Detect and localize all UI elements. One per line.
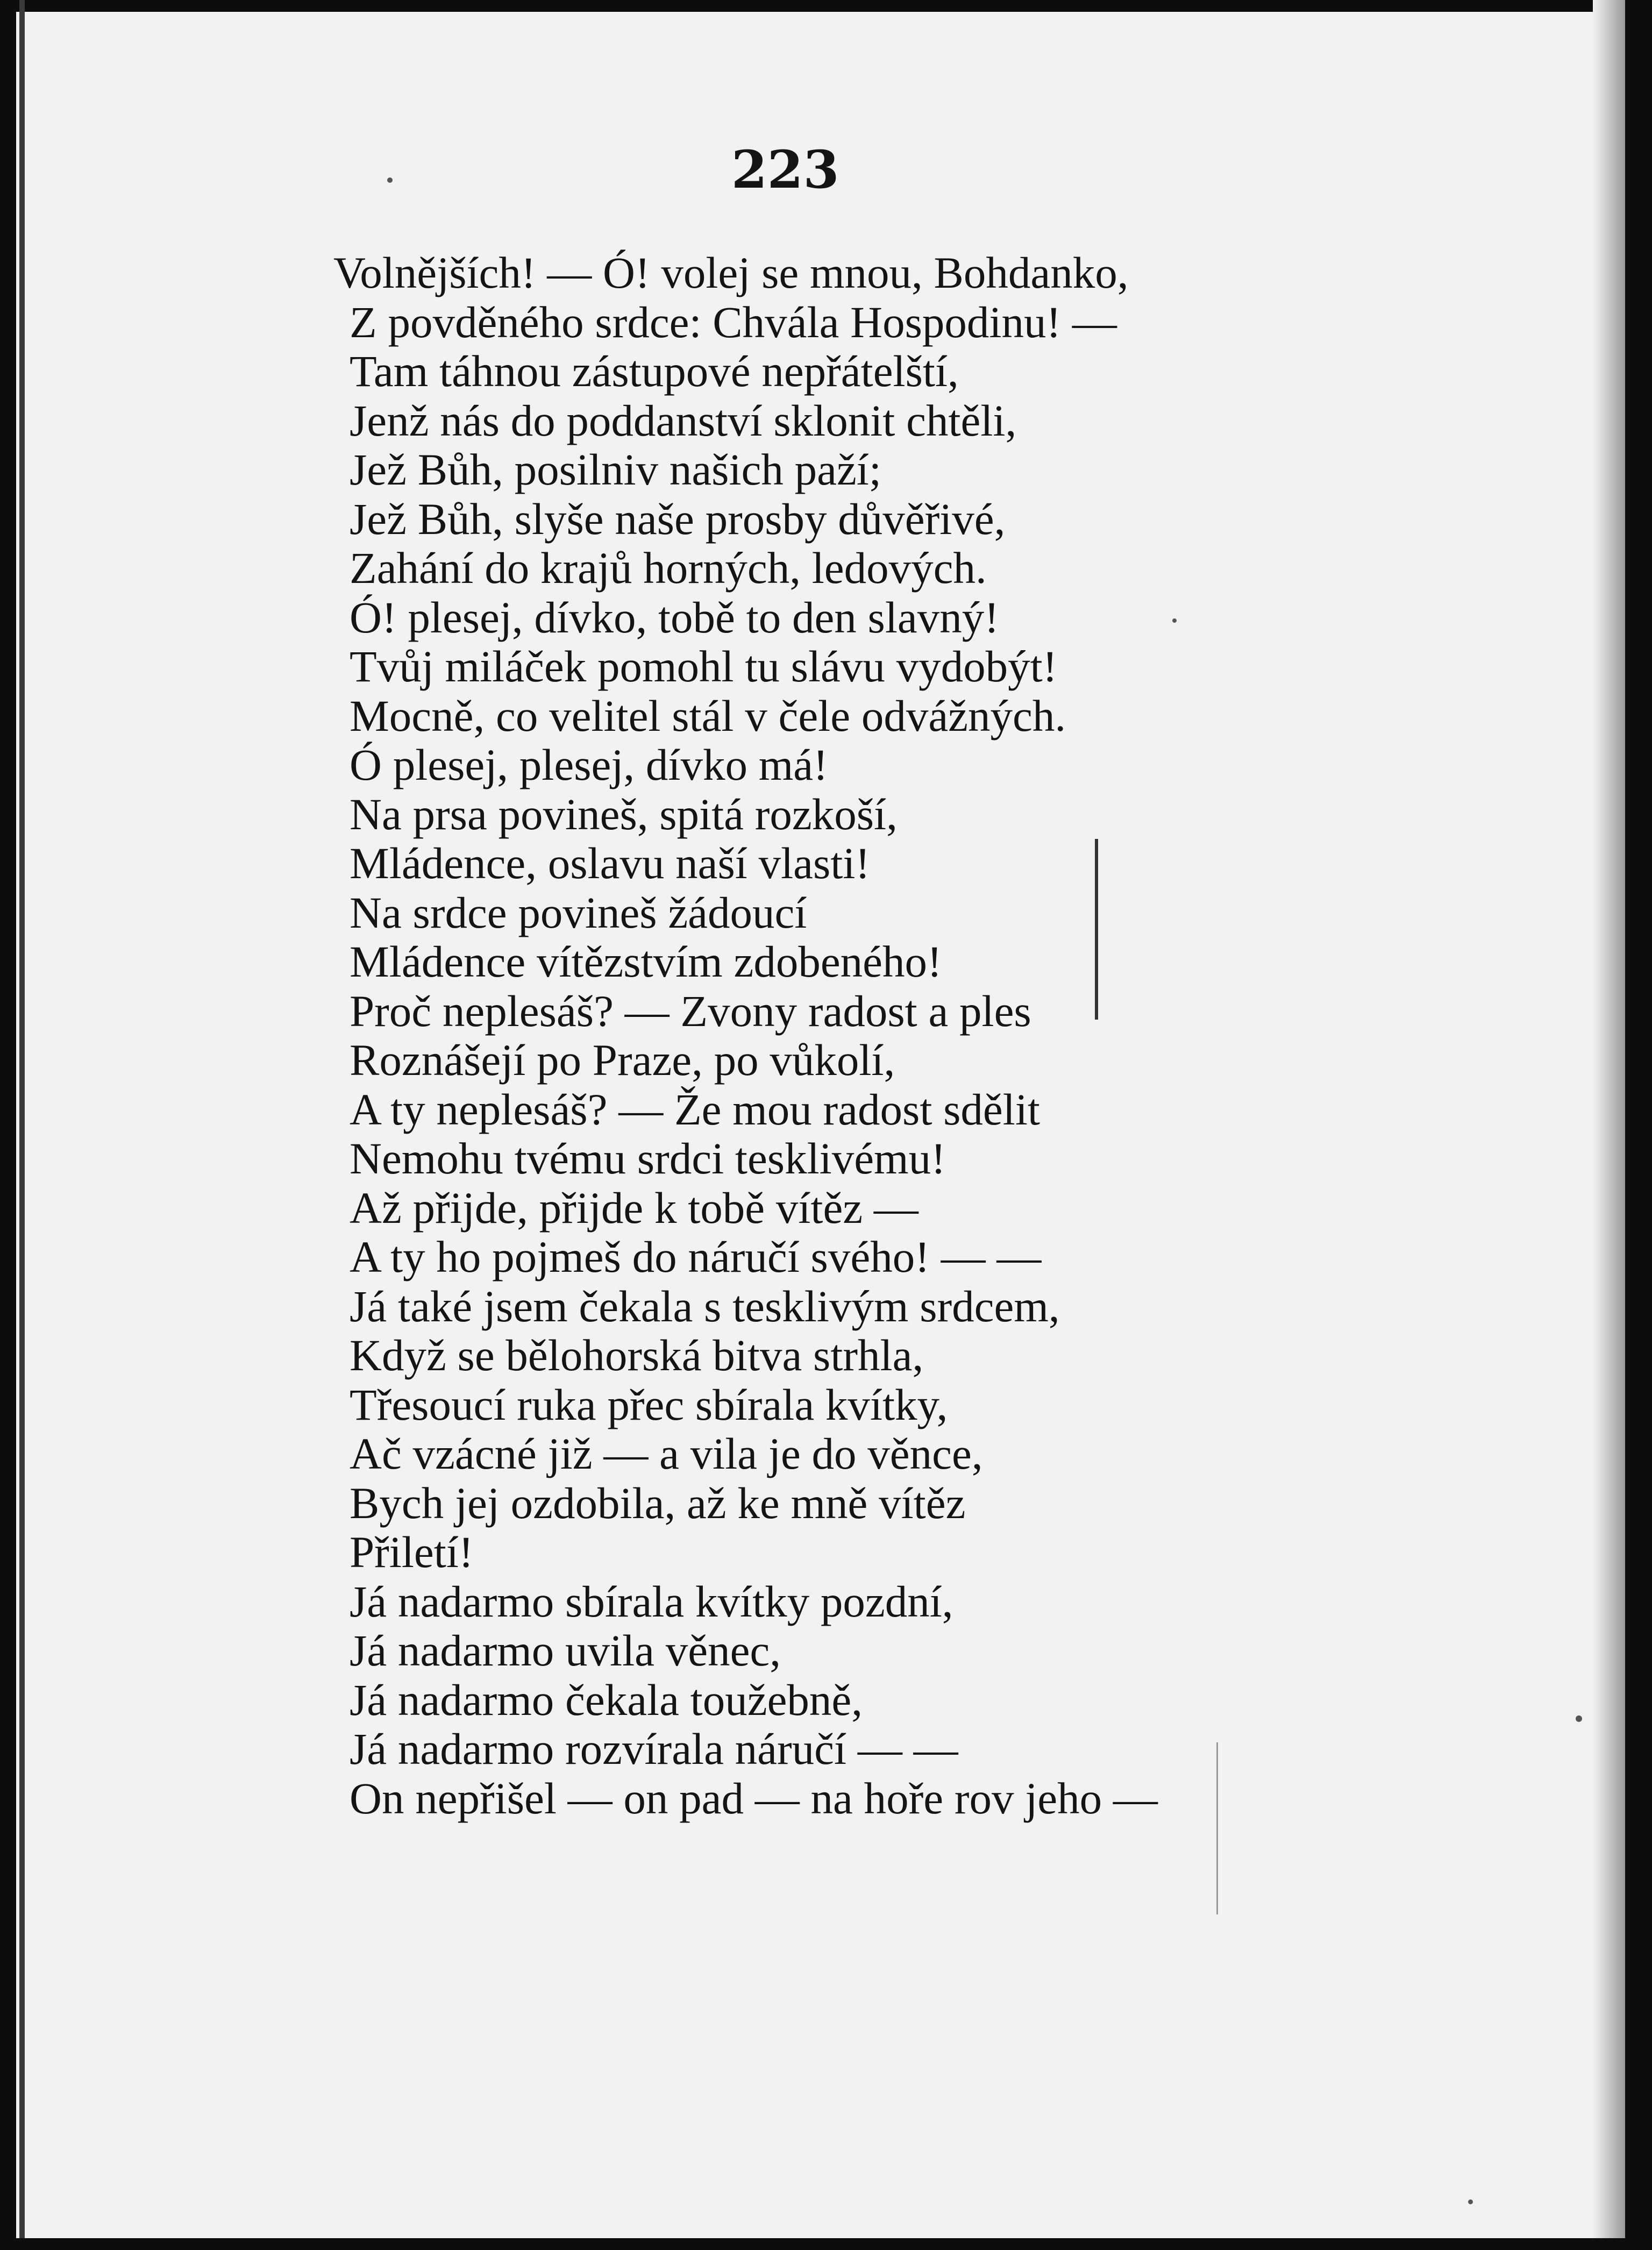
- poem-text: [333, 248, 1484, 1823]
- poem-line: Bych jej ozdobila, až ke mně vítěz: [350, 1478, 966, 1528]
- poem-line: Z povděného srdce: Chvála Hospodinu! —: [350, 297, 1117, 347]
- poem-line: Na prsa povineš, spitá rozkoší,: [350, 789, 898, 839]
- scan-border-left-inner: [19, 0, 25, 2250]
- scan-speck: [1576, 1715, 1582, 1722]
- poem-line: Jenž nás do poddanství sklonit chtěli,: [350, 395, 1017, 445]
- poem-line: Když se bělohorská bitva strhla,: [350, 1330, 924, 1380]
- poem-line: Mládence vítězstvím zdobeného!: [350, 937, 942, 986]
- poem-line: Přiletí!: [350, 1527, 474, 1577]
- poem-line: Roznášejí po Praze, po vůkolí,: [350, 1035, 895, 1085]
- poem-line: Ó plesej, plesej, dívko má!: [350, 740, 828, 789]
- poem-line: Jež Bůh, slyše naše prosby důvěřivé,: [350, 494, 1006, 544]
- scan-speck: [387, 177, 393, 183]
- margin-mark-faint: [1216, 1742, 1218, 1914]
- poem-line: Mládence, oslavu naší vlasti!: [350, 838, 871, 888]
- scan-speck: [1468, 2199, 1473, 2204]
- poem-line: Třesoucí ruka přec sbírala kvítky,: [350, 1379, 948, 1429]
- poem-line: A ty ho pojmeš do náručí svého! — —: [350, 1232, 1042, 1281]
- poem-line: Ač vzácné již — a vila je do věnce,: [350, 1429, 983, 1478]
- page-number: 223: [731, 139, 839, 200]
- poem-line: Já nadarmo čekala toužebně,: [350, 1675, 863, 1725]
- poem-line: Nemohu tvému srdci tesklivému!: [350, 1134, 946, 1183]
- scan-border-left: [0, 0, 16, 2250]
- poem-line: Já nadarmo sbírala kvítky pozdní,: [350, 1576, 953, 1626]
- poem-line: Já také jsem čekala s tesklivým srdcem,: [350, 1281, 1060, 1331]
- margin-mark: [1095, 839, 1098, 1020]
- poem-line: Proč neplesáš? — Zvony radost a ples: [350, 986, 1031, 1036]
- poem-line: Ó! plesej, dívko, tobě to den slavný!: [350, 592, 999, 642]
- poem-line: A ty neplesáš? — Že mou radost sdělit: [350, 1084, 1040, 1134]
- poem-line: On nepřišel — on pad — na hoře rov jeho —: [350, 1773, 1158, 1823]
- page-gutter-shadow: [1593, 0, 1625, 2250]
- scan-speck: [1172, 618, 1177, 623]
- scan-border-bottom: [0, 2238, 1652, 2250]
- poem-line: Já nadarmo uvila věnec,: [350, 1626, 781, 1675]
- poem-line: Jež Bůh, posilniv našich paží;: [350, 445, 881, 494]
- poem-line: Volnějších! — Ó! volej se mnou, Bohdanko,: [333, 248, 1129, 297]
- poem-line: Já nadarmo rozvírala náručí — —: [350, 1724, 958, 1774]
- poem-line: Až přijde, přijde k tobě vítěz —: [350, 1183, 918, 1233]
- poem-line: Zahání do krajů horných, ledových.: [350, 543, 987, 593]
- scan-border-top: [0, 0, 1652, 12]
- poem-line: Mocně, co velitel stál v čele odvážných.: [350, 690, 1066, 740]
- scan-border-right: [1625, 0, 1652, 2250]
- poem-line: Tvůj miláček pomohl tu slávu vydobýt!: [350, 642, 1058, 691]
- poem-line: Tam táhnou zástupové nepřátelští,: [350, 346, 959, 396]
- poem-line: Na srdce povineš žádoucí: [350, 887, 807, 937]
